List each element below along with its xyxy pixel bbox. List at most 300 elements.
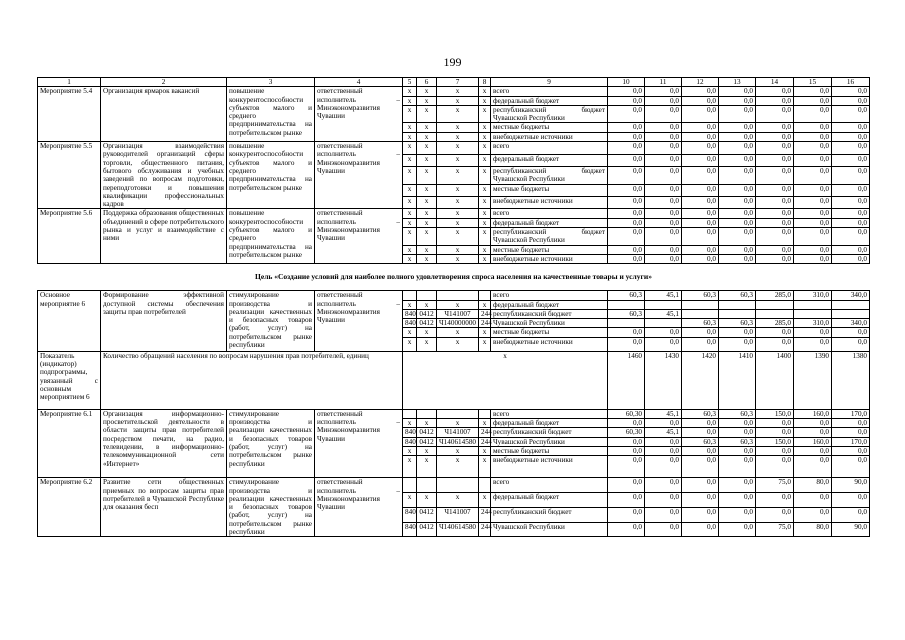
code-cell: x — [403, 456, 417, 478]
value-cell: 0,0 — [645, 437, 682, 446]
code-cell: x — [403, 245, 417, 254]
value-cell: 160,0 — [794, 437, 832, 446]
value-cell: 0,0 — [608, 456, 645, 478]
value-cell: 0,0 — [682, 522, 719, 537]
value-cell: 0,0 — [756, 228, 794, 246]
code-cell: x — [403, 123, 417, 132]
value-cell: 45,1 — [645, 409, 682, 418]
funding-source: внебюджетные источники — [491, 132, 608, 141]
value-cell: 0,0 — [756, 142, 794, 154]
value-cell: 60,30 — [608, 428, 645, 437]
measure-title: Формирование эффективной доступной системы обеспечения защиты прав потребителей — [101, 291, 227, 351]
value-cell: 0,0 — [645, 184, 682, 196]
funding-source: республиканский бюджет — [491, 309, 608, 318]
table-row — [38, 291, 870, 300]
code-cell: x — [437, 123, 479, 132]
responsible: ответственный исполнитель – Минэкономразвития Чувашии — [315, 409, 403, 477]
value-cell: 60,3 — [608, 291, 645, 300]
code-cell — [403, 409, 417, 418]
value-cell: 0,0 — [608, 142, 645, 154]
value-cell: 0,0 — [756, 123, 794, 132]
value-cell: 0,0 — [794, 446, 832, 455]
code-cell — [417, 478, 437, 493]
value-cell — [756, 300, 794, 309]
column-header: 2 — [101, 78, 227, 87]
funding-source: всего — [491, 409, 608, 418]
value-cell: 75,0 — [756, 522, 794, 537]
measure-title: Поддержка образования общественных объединений в сфере потребительского рынка и услуг и взаимодействие с ними — [101, 209, 227, 264]
value-cell: 0,0 — [719, 492, 756, 507]
code-cell: x — [403, 184, 417, 196]
value-cell: 0,0 — [794, 456, 832, 478]
value-cell: 0,0 — [645, 87, 682, 96]
funding-source: республиканский бюджет Чувашской Республики — [491, 228, 608, 246]
value-cell: 0,0 — [608, 105, 645, 123]
value-cell: 0,0 — [608, 218, 645, 227]
table-row — [38, 409, 870, 418]
code-cell: x — [417, 142, 437, 154]
funding-source: Чувашской Республики — [491, 319, 608, 328]
value-cell: 0,0 — [682, 492, 719, 507]
code-cell: x — [417, 446, 437, 455]
value-cell — [645, 300, 682, 309]
code-cell: x — [437, 328, 479, 337]
code-cell: x — [403, 328, 417, 337]
code-cell: x — [479, 123, 491, 132]
value-cell: 0,0 — [682, 245, 719, 254]
value-cell: 0,0 — [719, 132, 756, 141]
funding-source: федеральный бюджет — [491, 154, 608, 166]
column-header: 7 — [437, 78, 479, 87]
value-cell: 0,0 — [682, 419, 719, 428]
value-cell: 0,0 — [608, 337, 645, 351]
column-header: 12 — [682, 78, 719, 87]
value-cell: 0,0 — [832, 218, 870, 227]
code-cell: x — [479, 87, 491, 96]
code-cell — [437, 291, 479, 300]
value-cell: 0,0 — [832, 328, 870, 337]
code-cell: x — [417, 166, 437, 184]
value-cell: 0,0 — [794, 419, 832, 428]
value-cell: 0,0 — [719, 196, 756, 208]
value-cell: 0,0 — [756, 337, 794, 351]
code-cell: x — [479, 196, 491, 208]
value-cell: 0,0 — [682, 209, 719, 218]
column-header: 9 — [491, 78, 608, 87]
code-cell: 0412 — [417, 437, 437, 446]
value-cell: 90,0 — [832, 478, 870, 493]
value-cell — [719, 300, 756, 309]
value-cell: 0,0 — [608, 245, 645, 254]
code-cell: x — [403, 254, 417, 263]
funding-source: местные бюджеты — [491, 184, 608, 196]
code-cell: Ч141007 — [437, 507, 479, 522]
code-cell — [479, 478, 491, 493]
value-cell: 0,0 — [756, 166, 794, 184]
value-cell: 0,0 — [756, 209, 794, 218]
value-cell: 60,3 — [719, 437, 756, 446]
value-cell — [794, 300, 832, 309]
value-cell: 0,0 — [682, 166, 719, 184]
code-cell: x — [437, 492, 479, 507]
value-cell: 0,0 — [682, 446, 719, 455]
code-cell: x — [417, 132, 437, 141]
value-cell: 150,0 — [756, 437, 794, 446]
responsible: ответственный исполнитель – Минэкономразвития Чувашии — [315, 291, 403, 351]
value-cell: 0,0 — [794, 492, 832, 507]
value-cell: 0,0 — [794, 428, 832, 437]
value-cell: 340,0 — [832, 319, 870, 328]
code-cell: x — [437, 142, 479, 154]
value-cell: 0,0 — [794, 209, 832, 218]
table-row — [38, 209, 870, 218]
code-cell: x — [479, 492, 491, 507]
code-cell: x — [403, 105, 417, 123]
code-cell: x — [417, 87, 437, 96]
code-cell: 840 — [403, 319, 417, 328]
value-cell: 60,3 — [682, 409, 719, 418]
code-cell: x — [479, 184, 491, 196]
code-cell: 840 — [403, 522, 417, 537]
value-cell: 310,0 — [794, 319, 832, 328]
value-cell: 0,0 — [682, 507, 719, 522]
code-cell: x — [479, 154, 491, 166]
code-cell: x — [437, 446, 479, 455]
code-cell: x — [403, 446, 417, 455]
code-cell: x — [417, 300, 437, 309]
code-cell: x — [417, 245, 437, 254]
column-header: 6 — [417, 78, 437, 87]
value-cell: 45,1 — [645, 309, 682, 318]
value-cell: 0,0 — [608, 196, 645, 208]
code-cell: 840 — [403, 428, 417, 437]
value-cell: 0,0 — [719, 419, 756, 428]
code-cell: x — [403, 96, 417, 105]
value-cell: 0,0 — [832, 446, 870, 455]
column-header: 15 — [794, 78, 832, 87]
value-cell: 0,0 — [645, 245, 682, 254]
funding-source: внебюджетные источники — [491, 196, 608, 208]
value-cell: 0,0 — [832, 154, 870, 166]
code-cell: x — [403, 196, 417, 208]
value-cell: 0,0 — [645, 456, 682, 478]
value-cell: 0,0 — [719, 456, 756, 478]
value-cell: 60,3 — [719, 319, 756, 328]
measure-name: Мероприятие 5.6 — [38, 209, 101, 264]
code-cell: x — [403, 166, 417, 184]
value-cell: 80,0 — [794, 478, 832, 493]
value-cell: 0,0 — [682, 228, 719, 246]
measure-goal: повышение конкурентоспособности субъектов малого и среднего предпринимательства на потребительском рынке — [227, 87, 315, 142]
value-cell: 0,0 — [645, 196, 682, 208]
value-cell: 80,0 — [794, 522, 832, 537]
value-cell: 0,0 — [645, 218, 682, 227]
funding-source: всего — [491, 209, 608, 218]
value-cell: 0,0 — [608, 419, 645, 428]
measure-title: Организация взаимодействия руководителей организаций сферы торговли, общественного питания, бытового обслуживания и учебных заведений по вопросам подготовки, переподготовки и повышения квалификации профессиональных кадров — [101, 142, 227, 209]
value-cell: 0,0 — [608, 166, 645, 184]
value-cell: 0,0 — [756, 218, 794, 227]
value-cell: 0,0 — [645, 132, 682, 141]
value-cell: 0,0 — [832, 209, 870, 218]
code-cell: x — [437, 209, 479, 218]
value-cell: 60,3 — [682, 291, 719, 300]
value-cell: 0,0 — [608, 522, 645, 537]
value-cell: 0,0 — [719, 522, 756, 537]
table-row — [38, 87, 870, 96]
value-cell: 0,0 — [832, 245, 870, 254]
value-cell: 0,0 — [608, 184, 645, 196]
funding-source: республиканский бюджет Чувашской Республики — [491, 105, 608, 123]
code-cell — [403, 291, 417, 300]
value-cell: 0,0 — [645, 522, 682, 537]
value-cell: 0,0 — [719, 328, 756, 337]
value-cell: 0,0 — [756, 328, 794, 337]
page-number: 199 — [443, 55, 462, 69]
code-cell: x — [403, 419, 417, 428]
value-cell: 0,0 — [645, 337, 682, 351]
code-cell: Ч141007 — [437, 309, 479, 318]
value-cell: 0,0 — [832, 228, 870, 246]
value-cell: 0,0 — [682, 184, 719, 196]
value-cell: 0,0 — [645, 419, 682, 428]
code-cell: x — [479, 328, 491, 337]
code-cell: x — [417, 96, 437, 105]
funding-source: федеральный бюджет — [491, 300, 608, 309]
value-cell: 0,0 — [719, 507, 756, 522]
funding-source: внебюджетные источники — [491, 254, 608, 263]
code-cell: x — [437, 87, 479, 96]
responsible: ответственный исполнитель – Минэкономразвития Чувашии — [315, 209, 403, 264]
value-cell: 75,0 — [756, 478, 794, 493]
code-cell: x — [437, 105, 479, 123]
value-cell: 0,0 — [719, 218, 756, 227]
value-cell: 0,0 — [832, 166, 870, 184]
code-cell: x — [479, 337, 491, 351]
value-cell — [832, 300, 870, 309]
value-cell: 0,0 — [794, 507, 832, 522]
code-cell: x — [417, 456, 437, 478]
value-cell: 90,0 — [832, 522, 870, 537]
value-cell: 0,0 — [719, 254, 756, 263]
value-cell: 0,0 — [719, 105, 756, 123]
value-cell: 0,0 — [756, 492, 794, 507]
column-header: 4 — [315, 78, 403, 87]
measure-goal: стимулирование производства и реализации качественных и безопасных товаров (работ, услуг) на потребительском рынке республики — [227, 409, 315, 477]
value-cell: 0,0 — [719, 154, 756, 166]
value-cell: 0,0 — [645, 507, 682, 522]
value-cell: 285,0 — [756, 291, 794, 300]
column-header: 10 — [608, 78, 645, 87]
code-cell: 0412 — [417, 309, 437, 318]
value-cell: 0,0 — [794, 254, 832, 263]
funding-source: Чувашской Республики — [491, 437, 608, 446]
code-cell: x — [479, 96, 491, 105]
code-cell — [479, 409, 491, 418]
value-cell: 0,0 — [645, 96, 682, 105]
value-cell: 170,0 — [832, 409, 870, 418]
value-cell: 0,0 — [719, 446, 756, 455]
code-cell: Ч140614580 — [437, 522, 479, 537]
value-cell: 0,0 — [832, 428, 870, 437]
measure-name: Мероприятие 6.1 — [38, 409, 101, 477]
funding-source: федеральный бюджет — [491, 96, 608, 105]
funding-source: Чувашской Республики — [491, 522, 608, 537]
code-cell — [437, 478, 479, 493]
code-cell: x — [437, 337, 479, 351]
value-cell: 0,0 — [794, 166, 832, 184]
code-cell: 244 — [479, 309, 491, 318]
value-cell: 0,0 — [719, 228, 756, 246]
code-cell: x — [403, 228, 417, 246]
code-cell — [403, 478, 417, 493]
measure-name: Мероприятие 6.2 — [38, 478, 101, 537]
funding-source: местные бюджеты — [491, 123, 608, 132]
column-header: 1 — [38, 78, 101, 87]
value-cell: 0,0 — [719, 478, 756, 493]
code-cell: x — [437, 228, 479, 246]
code-cell: 0412 — [417, 319, 437, 328]
code-cell: x — [479, 228, 491, 246]
value-cell: 60,3 — [682, 437, 719, 446]
value-cell: 0,0 — [719, 428, 756, 437]
value-cell: 0,0 — [756, 154, 794, 166]
indicator-name: Показатель (индикатор) подпрограммы, увязанный с основным мероприятием 6 — [38, 351, 101, 409]
value-cell: 0,0 — [608, 437, 645, 446]
value-cell: 0,0 — [645, 446, 682, 455]
value-cell: 0,0 — [682, 132, 719, 141]
measure-goal: повышение конкурентоспособности субъектов малого и среднего предпринимательства на потребительском рынке — [227, 142, 315, 209]
value-cell: 0,0 — [608, 254, 645, 263]
value-cell: 0,0 — [756, 456, 794, 478]
value-cell: 310,0 — [794, 291, 832, 300]
value-cell: 0,0 — [645, 328, 682, 337]
measure-goal: повышение конкурентоспособности субъектов малого и среднего предпринимательства на потребительском рынке — [227, 209, 315, 264]
value-cell: 0,0 — [756, 96, 794, 105]
code-cell: x — [479, 446, 491, 455]
indicator-text: Количество обращений населения по вопросам нарушения прав потребителей, единиц — [101, 351, 403, 409]
funding-source: местные бюджеты — [491, 245, 608, 254]
value-cell: 0,0 — [832, 105, 870, 123]
code-cell: x — [417, 196, 437, 208]
value-cell: 0,0 — [682, 96, 719, 105]
value-cell: 0,0 — [682, 428, 719, 437]
value-cell: 0,0 — [794, 228, 832, 246]
measure-name: Основное мероприятие 6 — [38, 291, 101, 351]
value-cell: 0,0 — [832, 96, 870, 105]
code-cell — [479, 291, 491, 300]
value-cell: 0,0 — [645, 142, 682, 154]
value-cell: 0,0 — [719, 87, 756, 96]
value-cell: 0,0 — [794, 105, 832, 123]
value-cell: 0,0 — [719, 96, 756, 105]
code-cell: x — [437, 245, 479, 254]
value-cell: 0,0 — [756, 132, 794, 141]
value-cell — [645, 319, 682, 328]
value-cell: 0,0 — [682, 142, 719, 154]
value-cell: 60,3 — [682, 319, 719, 328]
funding-source: внебюджетные источники — [491, 337, 608, 351]
code-cell: x — [403, 209, 417, 218]
code-cell: x — [479, 456, 491, 478]
code-cell: x — [479, 142, 491, 154]
code-cell: Ч140000000 — [437, 319, 479, 328]
code-cell: x — [479, 419, 491, 428]
indicator-value: 1400 — [756, 351, 794, 409]
value-cell: 0,0 — [756, 446, 794, 455]
value-cell: 0,0 — [682, 154, 719, 166]
column-header: 16 — [832, 78, 870, 87]
value-cell: 0,0 — [608, 507, 645, 522]
code-cell: x — [479, 254, 491, 263]
value-cell: 0,0 — [608, 154, 645, 166]
code-cell — [437, 409, 479, 418]
code-cell: x — [479, 209, 491, 218]
funding-source: внебюджетные источники — [491, 456, 608, 478]
value-cell: 0,0 — [608, 96, 645, 105]
column-header: 11 — [645, 78, 682, 87]
measure-name: Мероприятие 5.5 — [38, 142, 101, 209]
value-cell: 0,0 — [645, 228, 682, 246]
column-header: 13 — [719, 78, 756, 87]
code-cell: x — [437, 132, 479, 141]
funding-source: республиканский бюджет — [491, 507, 608, 522]
code-cell: x — [437, 154, 479, 166]
column-header: 14 — [756, 78, 794, 87]
code-cell: x — [403, 337, 417, 351]
value-cell: 0,0 — [608, 478, 645, 493]
value-cell: 0,0 — [608, 132, 645, 141]
value-cell: 0,0 — [719, 245, 756, 254]
code-cell: x — [403, 351, 608, 409]
code-cell: 244 — [479, 522, 491, 537]
code-cell: x — [417, 492, 437, 507]
value-cell: 0,0 — [832, 254, 870, 263]
value-cell: 0,0 — [832, 142, 870, 154]
value-cell: 0,0 — [832, 419, 870, 428]
value-cell: 60,3 — [719, 409, 756, 418]
value-cell: 0,0 — [682, 196, 719, 208]
value-cell: 0,0 — [682, 328, 719, 337]
code-cell: x — [437, 196, 479, 208]
program-table — [37, 77, 870, 537]
funding-source: местные бюджеты — [491, 328, 608, 337]
column-header: 8 — [479, 78, 491, 87]
indicator-value: 1460 — [608, 351, 645, 409]
value-cell: 0,0 — [682, 478, 719, 493]
code-cell: x — [417, 218, 437, 227]
code-cell: x — [417, 254, 437, 263]
value-cell: 60,30 — [608, 409, 645, 418]
funding-source: федеральный бюджет — [491, 218, 608, 227]
indicator-value: 1410 — [719, 351, 756, 409]
value-cell: 0,0 — [794, 142, 832, 154]
value-cell: 0,0 — [682, 123, 719, 132]
code-cell: x — [417, 328, 437, 337]
code-cell: 244 — [479, 437, 491, 446]
table-row — [38, 78, 870, 87]
value-cell: 0,0 — [794, 337, 832, 351]
code-cell: x — [479, 132, 491, 141]
code-cell: x — [437, 254, 479, 263]
value-cell: 0,0 — [794, 184, 832, 196]
value-cell: 0,0 — [682, 218, 719, 227]
table-row — [38, 264, 870, 291]
code-cell: x — [437, 166, 479, 184]
value-cell: 0,0 — [794, 154, 832, 166]
measure-name: Мероприятие 5.4 — [38, 87, 101, 142]
code-cell: x — [417, 184, 437, 196]
